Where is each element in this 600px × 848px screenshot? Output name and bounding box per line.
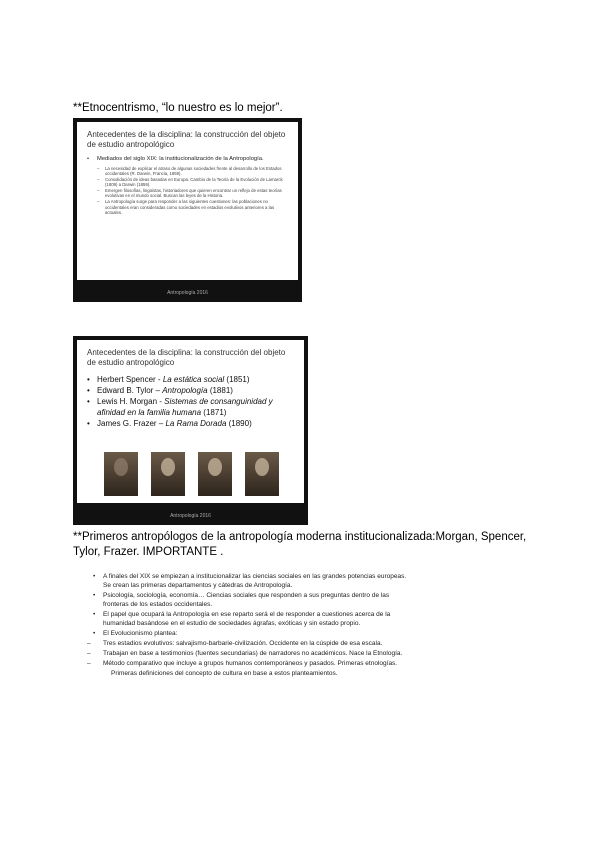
slide-1-title: Antecedentes de la disciplina: la construcción del objeto de estudio antropológico (87, 130, 286, 149)
slide-1-sub-item: – La necesidad de explicar el atraso de algunas sociedades frente al desarrollo de los Estados occidentales (R. Darwin, Francia, 1859). (97, 166, 288, 177)
text-bullet: • El Evolucionismo plantea: (91, 629, 413, 638)
portrait-photo (104, 452, 138, 496)
slide-2-title: Antecedentes de la disciplina: la construcción del objeto de estudio antropológico (87, 348, 286, 367)
text-bullet: • El papel que ocupará la Antropología en ese reparto será el de responder a cuestiones acerca de la humanidad basándose en el estudio de sociedades ágrafas, exóticas y sin estado propio. (91, 610, 413, 628)
portrait-photo (151, 452, 185, 496)
slide-1-sub-item: – La Antropología surge para responder a las siguientes cuestiones: las poblaciones no occidentales eran consideradas como sociedades en estadios evolutivos anteriores a las actuales. (97, 199, 288, 216)
portrait-photo (198, 452, 232, 496)
slide-2-item: • Edward B. Tylor – Antropología (1881) (87, 385, 294, 396)
portrait-photo (245, 452, 279, 496)
slide-1-sub-item: – Emergen filosofías, lingüistas, historiadores que quieren encontrar un reflejo de estas teorías evolutivas en el mundo social. Buscan las leyes de la Historia. (97, 188, 288, 199)
slide-2-item: • Herbert Spencer - La estática social (1851) (87, 374, 294, 385)
slide-1 (73, 118, 302, 302)
text-bullet: • A finales del XIX se empiezan a institucionalizar las ciencias sociales en las grandes potencias europeas. Se crean las primeras departamentos y cátedras de Antropología. (91, 572, 413, 590)
evolucionismo-text (91, 572, 413, 679)
slide-2-item: • James G. Frazer – La Rama Dorada (1890) (87, 418, 294, 429)
text-dash: – Tres estadios evolutivos: salvajismo-barbarie-civilización. Occidente en la cúspide de esa escala. (91, 639, 413, 648)
slide-1-sub-item: – Consolidación de ideas basadas en Europa. Cambio de la Teoría de la Evolución de Lamarck (1809) a Darwin (1859). (97, 177, 288, 188)
portrait-row (104, 452, 279, 496)
slide-1-footer: Antropología 2016 (73, 284, 302, 302)
text-dash: – Trabajan en base a testimonios (fuentes secundarias) de narradores no académicos. Nace la Etnología. (91, 649, 413, 658)
slide-2 (73, 336, 308, 525)
slide-2-item: • Lewis H. Morgan - Sistemas de consanguinidad y afinidad en la familia humana (1871) (87, 396, 294, 418)
slide-1-bullet: • Mediados del siglo XIX: la institucionalización de la Antropología. – La necesidad de explicar el atraso de algunas sociedades frente al desarrollo de los Estados occidentales (R. Darwin, Francia, 1859). – Consolidación de ideas basadas en Europa. Cambio de la Teoría de la Evolución de Lamarck (1809) a Darwin (1859). – Emergen filosofías, lingüistas, historiadores que quieren encontrar un reflejo de estas teorías evolutivas en el mundo social. Buscan las leyes de la Historia. – La Antropología surge para responder a las siguientes cuestiones: las poblaciones no occidentales eran consideradas como sociedades en estadios evolutivos anteriores a las actuales. (87, 156, 288, 216)
note-primeros-antropologos: **Primeros antropólogos de la antropología moderna institucionalizada:Morgan, Spencer, Tylor, Frazer. IMPORTANTE . (73, 531, 527, 558)
slide-2-footer: Antropología 2016 (73, 507, 308, 525)
text-closing: Primeras definiciones del concepto de cultura en base a estos planteamientos. (111, 670, 338, 677)
note-etnocentrismo: **Etnocentrismo, “lo nuestro es lo mejor”. (73, 102, 283, 114)
text-bullet: • Psicología, sociología, economía… Ciencias sociales que responden a sus preguntas dentro de las fronteras de los estados occidentales. (91, 591, 413, 609)
text-dash: – Método comparativo que incluye a grupos humanos contemporáneos y pasados. Primeras etnologías. (91, 659, 413, 668)
